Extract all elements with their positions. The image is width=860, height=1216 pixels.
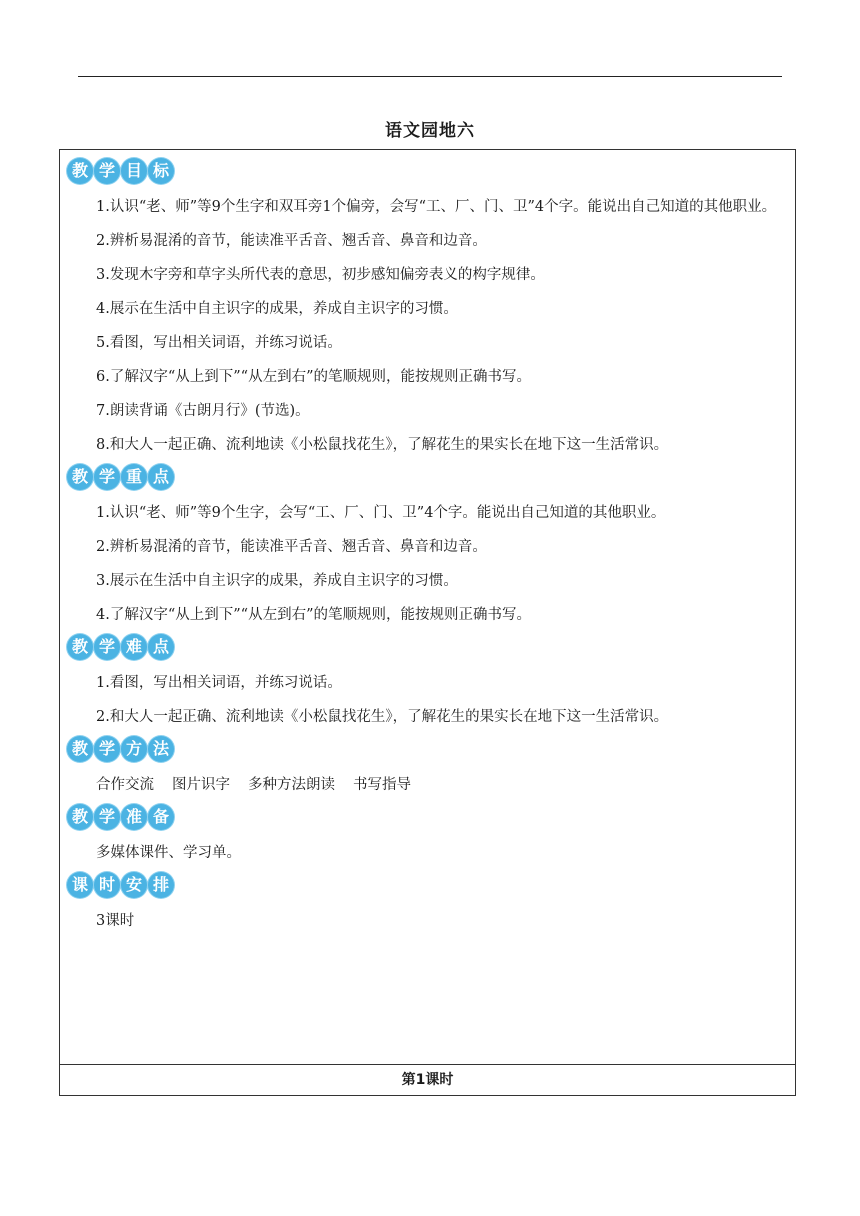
section-paragraph: 多媒体课件、学习单。 <box>96 845 241 861</box>
section-heading-badge <box>67 634 789 664</box>
section-paragraph: 3.发现木字旁和草字头所代表的意思，初步感知偏旁表义的构字规律。 <box>96 267 545 283</box>
section-2 <box>67 464 789 632</box>
section-heading-badge <box>67 464 789 494</box>
section-heading-badge <box>67 158 789 188</box>
method-item: 书写指导 <box>353 777 411 793</box>
methods-list <box>67 768 789 802</box>
lesson-period-label: 第1课时 <box>60 1064 795 1097</box>
heading-char: 方 <box>121 736 147 762</box>
heading-char: 学 <box>94 634 120 660</box>
heading-char: 学 <box>94 464 120 490</box>
section-paragraph: 1.认识“老、师”等9个生字和双耳旁1个偏旁，会写“工、厂、门、卫”4个字。能说出自己知道的其他职业。 <box>96 199 777 215</box>
header-rule <box>78 76 782 77</box>
heading-char: 时 <box>94 872 120 898</box>
heading-char: 学 <box>94 804 120 830</box>
section-paragraph: 2.辨析易混淆的音节，能读准平舌音、翘舌音、鼻音和边音。 <box>96 539 487 555</box>
heading-char: 备 <box>148 804 174 830</box>
section-heading-badge <box>67 736 789 766</box>
method-item: 多种方法朗读 <box>248 777 335 793</box>
method-item: 图片识字 <box>172 777 230 793</box>
section-paragraph: 2.辨析易混淆的音节，能读准平舌音、翘舌音、鼻音和边音。 <box>96 233 487 249</box>
heading-char: 学 <box>94 736 120 762</box>
heading-char: 教 <box>67 158 93 184</box>
section-paragraph: 1.看图，写出相关词语，并练习说话。 <box>96 675 342 691</box>
heading-char: 教 <box>67 634 93 660</box>
section-3 <box>67 634 789 734</box>
heading-char: 难 <box>121 634 147 660</box>
heading-char: 点 <box>148 464 174 490</box>
section-paragraph: 7.朗读背诵《古朗月行》(节选)。 <box>96 403 310 419</box>
section-paragraph: 4.了解汉字“从上到下”“从左到右”的笔顺规则，能按规则正确书写。 <box>96 607 531 623</box>
heading-char: 课 <box>67 872 93 898</box>
section-6 <box>67 872 789 938</box>
heading-char: 点 <box>148 634 174 660</box>
section-paragraph: 1.认识“老、师”等9个生字，会写“工、厂、门、卫”4个字。能说出自己知道的其他职业。 <box>96 505 666 521</box>
section-paragraph: 5.看图，写出相关词语，并练习说话。 <box>96 335 342 351</box>
section-1 <box>67 158 789 462</box>
section-5 <box>67 804 789 870</box>
heading-char: 排 <box>148 872 174 898</box>
heading-char: 安 <box>121 872 147 898</box>
heading-char: 学 <box>94 158 120 184</box>
section-heading-badge <box>67 872 789 902</box>
heading-char: 教 <box>67 736 93 762</box>
section-paragraph: 3.展示在生活中自主识字的成果，养成自主识字的习惯。 <box>96 573 458 589</box>
heading-char: 准 <box>121 804 147 830</box>
section-4 <box>67 736 789 802</box>
method-item: 合作交流 <box>96 777 154 793</box>
lesson-table <box>59 149 796 1096</box>
heading-char: 目 <box>121 158 147 184</box>
heading-char: 重 <box>121 464 147 490</box>
section-heading-badge <box>67 804 789 834</box>
section-paragraph: 6.了解汉字“从上到下”“从左到右”的笔顺规则，能按规则正确书写。 <box>96 369 531 385</box>
section-paragraph: 8.和大人一起正确、流利地读《小松鼠找花生》，了解花生的果实长在地下这一生活常识。 <box>96 437 669 453</box>
heading-char: 教 <box>67 804 93 830</box>
heading-char: 标 <box>148 158 174 184</box>
document-title: 语文园地六 <box>385 121 475 141</box>
section-paragraph: 4.展示在生活中自主识字的成果，养成自主识字的习惯。 <box>96 301 458 317</box>
heading-char: 法 <box>148 736 174 762</box>
lesson-content <box>60 150 795 1064</box>
section-paragraph: 3课时 <box>96 913 135 929</box>
section-paragraph: 2.和大人一起正确、流利地读《小松鼠找花生》，了解花生的果实长在地下这一生活常识。 <box>96 709 669 725</box>
heading-char: 教 <box>67 464 93 490</box>
